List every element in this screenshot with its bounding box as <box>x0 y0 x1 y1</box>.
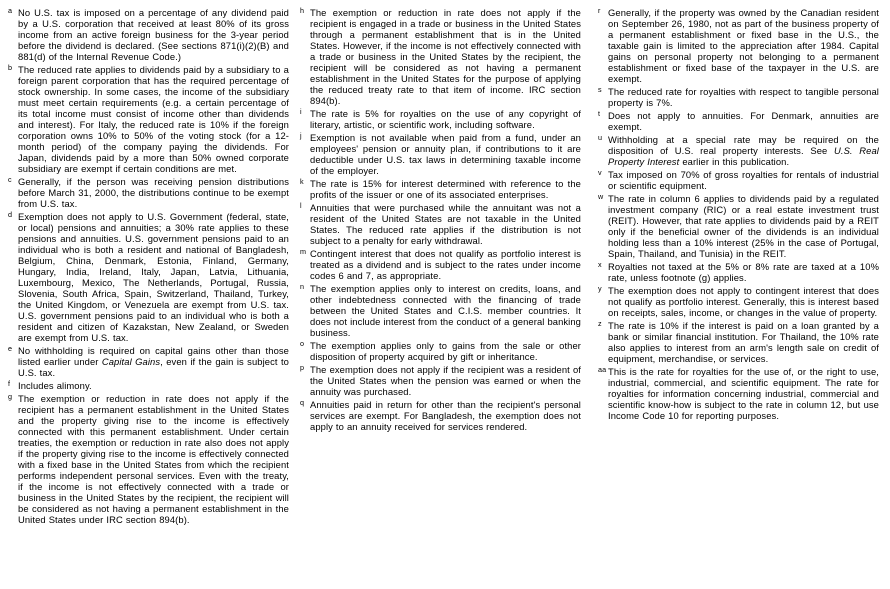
footnote-m <box>300 248 581 281</box>
footnote-text-u-post: earlier in this publication. <box>679 156 790 167</box>
footnote-text-aa: This is the rate for royalties for the use of, or the right to use, industrial, commercial, and scientific equipment. The rate for royalties for information concerning industrial, commercial and scientific know-how is subject to the rate in column 12, but use Income Code 10 for reporting purposes. <box>608 366 879 421</box>
footnote-a <box>8 7 289 62</box>
footnote-text-d: Exemption does not apply to U.S. Government (federal, state, or local) pensions and annuities; a 30% rate applies to these pensions and annuities. U.S. government pensions paid to an individual who is both a resident and national of Bangladesh, Belgium, China, Denmark, Estonia, Finland, Germany, Hungary, India, Ireland, Italy, Japan, Latvia, Lithuania, Luxembourg, Mexico, The Netherlands, Portugal, Russia, Slovenia, South Africa, Spain, Switzerland, Thailand, Turkey, the United Kingdom, or Venezuela are exempt from U.S. tax. U.S. government pensions paid to an individual who is both a resident and citizen of Kazakstan, New Zealand, or Sweden are exempt from U.S. tax. <box>18 211 289 343</box>
footnote-h <box>300 7 581 106</box>
footnote-marker-t: t <box>598 109 601 118</box>
footnote-marker-f: f <box>8 379 11 388</box>
footnote-u <box>598 134 879 167</box>
footnote-text-u-pre: Withholding at a special rate may be required on the disposition of U.S. real property interests. See <box>608 134 879 156</box>
footnote-marker-h: h <box>300 6 305 15</box>
footnote-text-x: Royalties not taxed at the 5% or 8% rate are taxed at a 10% rate, unless footnote (g) applies. <box>608 261 879 283</box>
footnote-f <box>8 380 289 391</box>
footnote-marker-x: x <box>598 260 602 269</box>
footnote-marker-p: p <box>300 363 305 372</box>
footnote-marker-r: r <box>598 6 601 15</box>
footnote-marker-z: z <box>598 319 602 328</box>
footnote-marker-k: k <box>300 177 304 186</box>
footnote-x <box>598 261 879 283</box>
footnote-marker-g: g <box>8 392 13 401</box>
footnote-text-y: The exemption does not apply to contingent interest that does not qualify as portfolio interest. Generally, this is interest based on receipts, sales, income, or changes in the value of property. <box>608 285 879 318</box>
footnote-k <box>300 178 581 200</box>
footnote-text-i: The rate is 5% for royalties on the use of any copyright of literary, artistic, or scientific work, including software. <box>310 108 581 130</box>
footnote-text-g: The exemption or reduction in rate does not apply if the recipient has a permanent establishment in the United States and the property giving rise to the income is effectively connected with this permanent establishment. Under certain treaties, the exemption or reduction in rate also does not apply if the property giving rise to the income is effectively connected with a fixed base in the United States from which the recipient performs independent personal services. Even with the treaty, if the income is not effectively connected with a trade or business in the United States by the recipient, the recipient will be considered as not having a permanent establishment in the United States under IRC section 894(b). <box>18 393 289 525</box>
footnote-y <box>598 285 879 318</box>
footnotes-column-1 <box>8 7 289 527</box>
footnote-text-s: The reduced rate for royalties with respect to tangible personal property is 7%. <box>608 86 879 108</box>
footnote-aa <box>598 366 879 421</box>
footnote-text-v: Tax imposed on 70% of gross royalties for rentals of industrial or scientific equipment. <box>608 169 879 191</box>
footnote-j <box>300 132 581 176</box>
footnote-marker-b: b <box>8 63 13 72</box>
footnote-l <box>300 202 581 246</box>
footnote-text-o: The exemption applies only to gains from the sale or other disposition of property acquired by gift or inheritance. <box>310 340 581 362</box>
footnote-marker-v: v <box>598 168 602 177</box>
footnote-marker-u: u <box>598 133 603 142</box>
footnote-text-p: The exemption does not apply if the recipient was a resident of the United States when the pension was earned or when the annuity was purchased. <box>310 364 581 397</box>
footnote-w <box>598 193 879 259</box>
footnote-marker-m: m <box>300 247 307 256</box>
footnote-text-u-italic: U.S. Real Property Interest <box>608 145 879 167</box>
footnote-marker-j: j <box>300 131 302 140</box>
footnote-marker-aa: aa <box>598 365 607 374</box>
footnote-c <box>8 176 289 209</box>
footnote-text-e-italic: Capital Gains <box>101 356 161 367</box>
footnote-r <box>598 7 879 84</box>
footnote-text-h: The exemption or reduction in rate does not apply if the recipient is engaged in a trade or business in the United States through a permanent establishment that is in the United States. However, if the income is not effectively connected with a trade or business in the United States by the recipient, the recipient will be considered as not having a permanent establishment in the United States for the purpose of applying the reduced treaty rate to that item of income. IRC section 894(b). <box>310 7 581 106</box>
footnote-q <box>300 399 581 432</box>
footnote-marker-n: n <box>300 282 305 291</box>
footnote-text-b: The reduced rate applies to dividends paid by a subsidiary to a foreign parent corporation that has the required percentage of stock ownership. In some cases, the income of the subsidiary must meet certain requirements (e.g. a certain percentage of its total income must consist of income other than dividends and interest). For Italy, the reduced rate is 10% if the foreign corporation owns 10% to 50% of the voting stock (for a 12-month period) of the company paying the dividends. For Japan, dividends paid by a more than 50% owned corporate subsidiary are exempt if certain conditions are met. <box>18 64 289 174</box>
footnote-z <box>598 320 879 364</box>
footnote-marker-y: y <box>598 284 602 293</box>
footnote-o <box>300 340 581 362</box>
footnote-d <box>8 211 289 343</box>
footnote-text-f: Includes alimony. <box>18 380 92 391</box>
footnote-i <box>300 108 581 130</box>
footnote-text-z: The rate is 10% if the interest is paid on a loan granted by a bank or similar financial institution. For Thailand, the 10% rate also applies to interest from an arm's length sale on credit of equipment, merchandise, or services. <box>608 320 879 364</box>
footnote-text-r: Generally, if the property was owned by the Canadian resident on September 26, 1980, not as part of the business property of a permanent establishment or fixed base in the U.S., the taxable gain is limited to the appreciation after 1984. Capital gains on personal property not belonging to a permanent establishment or fixed base of the taxpayer in the U.S. are exempt. <box>608 7 879 84</box>
footnotes-column-3 <box>598 7 879 527</box>
footnote-marker-e: e <box>8 344 13 353</box>
footnote-marker-c: c <box>8 175 12 184</box>
footnote-text-c: Generally, if the person was receiving pension distributions before March 31, 2000, the distributions continue to be exempt from U.S. tax. <box>18 176 289 209</box>
footnote-e <box>8 345 289 378</box>
footnote-text-e-post: , even if the gain is subject to U.S. tax. <box>18 356 289 378</box>
footnote-marker-w: w <box>598 192 604 201</box>
footnote-marker-i: i <box>300 107 302 116</box>
footnote-text-w: The rate in column 6 applies to dividends paid by a regulated investment company (RIC) or a real estate investment trust (REIT). However, that rate applies to dividends paid by a REIT only if the beneficial owner of the dividends is an individual holding less than a 10% interest (25% in the case of Portugal, Spain, Thailand, and Tunisia) in the REIT. <box>608 193 879 259</box>
footnote-marker-s: s <box>598 85 602 94</box>
footnote-text-l: Annuities that were purchased while the annuitant was not a resident of the United States are not taxable in the United States. The reduced rate applies if the distribution is not subject to a penalty for early withdrawal. <box>310 202 581 246</box>
footnote-text-k: The rate is 15% for interest determined with reference to the profits of the issuer or one of its associated enterprises. <box>310 178 581 200</box>
footnote-text-q: Annuities paid in return for other than the recipient's personal services are exempt. For Bangladesh, the exemption does not apply to an annuity received for services rendered. <box>310 399 581 432</box>
footnote-g <box>8 393 289 525</box>
footnote-marker-l: l <box>300 201 302 210</box>
footnote-text-t: Does not apply to annuities. For Denmark, annuities are exempt. <box>608 110 879 132</box>
footnote-n <box>300 283 581 338</box>
footnote-text-e-pre: No withholding is required on capital gains other than those listed earlier under <box>18 345 289 367</box>
footnote-marker-q: q <box>300 398 305 407</box>
footnotes-column-2 <box>300 7 581 527</box>
footnote-marker-d: d <box>8 210 13 219</box>
footnote-t <box>598 110 879 132</box>
footnote-p <box>300 364 581 397</box>
footnote-text-a: No U.S. tax is imposed on a percentage of any dividend paid by a U.S. corporation that received at least 80% of its gross income from an active foreign business for the 3-year period before the dividend is declared. (See sections 871(i)(2)(B) and 881(d) of the Internal Revenue Code.) <box>18 7 289 62</box>
footnote-text-n: The exemption applies only to interest on credits, loans, and other indebtedness connected with the financing of trade between the United States and C.I.S. member countries. It does not include interest from the conduct of a general banking business. <box>310 283 581 338</box>
footnote-b <box>8 64 289 174</box>
footnote-s <box>598 86 879 108</box>
footnote-text-m: Contingent interest that does not qualify as portfolio interest is treated as a dividend and is subject to the rates under income codes 6 and 7, as appropriate. <box>310 248 581 281</box>
footnote-v <box>598 169 879 191</box>
footnote-marker-o: o <box>300 339 305 348</box>
footnote-marker-a: a <box>8 6 13 15</box>
footnote-text-j: Exemption is not available when paid from a fund, under an employees' pension or annuity plan, if contributions to it are deductible under U.S. tax laws in determining taxable income of the employer. <box>310 132 581 176</box>
